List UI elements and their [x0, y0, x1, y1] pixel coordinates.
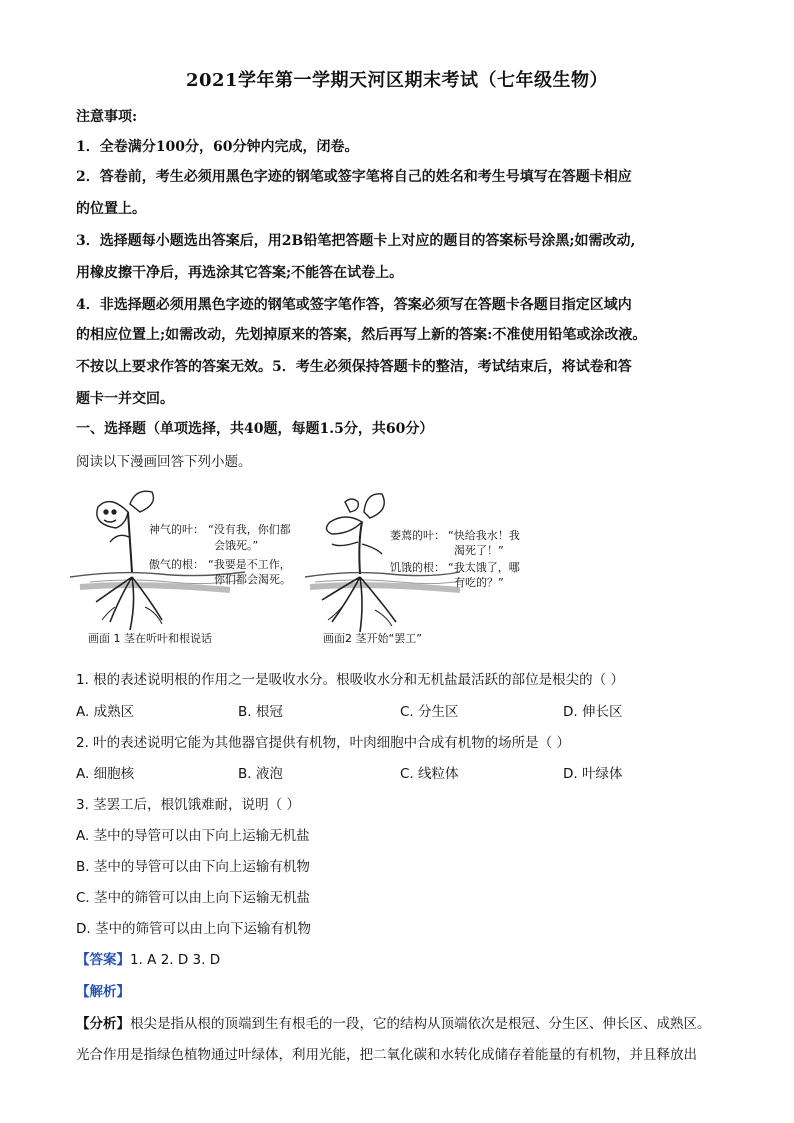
panel2-root-line: “我太饿了，哪	[448, 561, 520, 574]
answer-text: 1. A 2. D 3. D	[130, 952, 221, 968]
question-option: A. 茎中的导管可以由下向上运输无机盐	[76, 828, 310, 844]
panel1-root-line: 你们都会渴死。	[214, 573, 291, 586]
question-option: B. 根冠	[238, 704, 283, 720]
panel1-leaf-speaker: 神气的叶：	[149, 523, 204, 536]
panel2-leaf-line: 渴死了！”	[454, 544, 504, 557]
analysis-line	[76, 1012, 711, 1032]
question-stem: 3. 茎罢工后，根饥饿难耐，说明（ ）	[76, 797, 300, 813]
panel2-caption: 画面2 茎开始“罢工”	[323, 632, 422, 645]
notice-line: 题卡一并交回。	[76, 391, 174, 407]
notice-line: 2．答卷前，考生必须用黑色字迹的钢笔或签字笔将自己的姓名和考生号填写在答题卡相应	[76, 169, 632, 185]
notice-line: 4．非选择题必须用黑色字迹的钢笔或签字笔作答，答案必须写在答题卡各题目指定区域内	[76, 297, 632, 313]
answer-line	[76, 948, 220, 968]
question-option: D. 伸长区	[563, 704, 623, 720]
panel2-root-speaker: 饥饿的根：	[390, 561, 445, 574]
notice-line: 的相应位置上;如需改动，先划掉原来的答案，然后再写上新的答案:不准使用铅笔或涂改液。	[76, 327, 647, 343]
question-option: A. 细胞核	[76, 766, 135, 782]
reading-intro: 阅读以下漫画回答下列小题。	[76, 454, 252, 470]
question-stem: 1. 根的表述说明根的作用之一是吸收水分。根吸收水分和无机盐最活跃的部位是根尖的（ ）	[76, 672, 624, 688]
panel2-root-line: 有吃的？”	[454, 576, 504, 589]
notice-line: 1．全卷满分100分，60分钟内完成，闭卷。	[76, 139, 359, 155]
question-option: D. 茎中的筛管可以由上向下运输有机物	[76, 921, 311, 937]
panel2-leaf-line: “快给我水！我	[448, 529, 520, 542]
notice-line: 用橡皮擦干净后，再选涂其它答案;不能答在试卷上。	[76, 265, 404, 281]
notice-line: 不按以上要求作答的答案无效。5．考生必须保持答题卡的整洁，考试结束后，将试卷和答	[76, 359, 632, 375]
panel1-leaf-line: 会饿死。”	[214, 539, 259, 552]
panel1-root-line: “我要是不工作，	[208, 558, 291, 571]
analysis-tag: 【解析】	[76, 984, 130, 1000]
page-title: 2021学年第一学期天河区期末考试（七年级生物）	[185, 70, 609, 91]
panel1-root-speaker: 傲气的根：	[149, 558, 204, 571]
section-heading: 一、选择题（单项选择，共40题，每题1.5分，共60分）	[76, 421, 434, 437]
panel2-leaf-speaker: 萎蔫的叶：	[390, 529, 445, 542]
notice-line: 的位置上。	[76, 201, 146, 217]
question-option: C. 茎中的筛管可以由上向下运输无机盐	[76, 890, 311, 906]
question-option: D. 叶绿体	[563, 766, 623, 782]
question-stem: 2. 叶的表述说明它能为其他器官提供有机物，叶肉细胞中合成有机物的场所是（ ）	[76, 735, 570, 751]
notice-line: 3．选择题每小题选出答案后，用2B铅笔把答题卡上对应的题目的答案标号涂黑;如需改动,	[76, 233, 636, 249]
question-option: C. 分生区	[400, 704, 459, 720]
question-option: A. 成熟区	[76, 704, 135, 720]
panel1-leaf-line: “没有我，你们都	[208, 523, 291, 536]
question-option: B. 液泡	[238, 766, 283, 782]
panel1-caption: 画面 1 茎在听叶和根说话	[88, 632, 212, 645]
analysis-text: 根尖是指从根的顶端到生有根毛的一段，它的结构从顶端依次是根冠、分生区、伸长区、成熟区。	[130, 1016, 711, 1032]
answer-tag: 【答案】	[76, 952, 130, 968]
analysis-subtag: 【分析】	[76, 1016, 130, 1032]
notice-heading: 注意事项:	[76, 109, 138, 125]
question-option: B. 茎中的导管可以由下向上运输有机物	[76, 859, 310, 875]
question-option: C. 线粒体	[400, 766, 459, 782]
analysis-text: 光合作用是指绿色植物通过叶绿体，利用光能，把二氧化碳和水转化成储存着能量的有机物，并且释放出	[76, 1047, 697, 1063]
